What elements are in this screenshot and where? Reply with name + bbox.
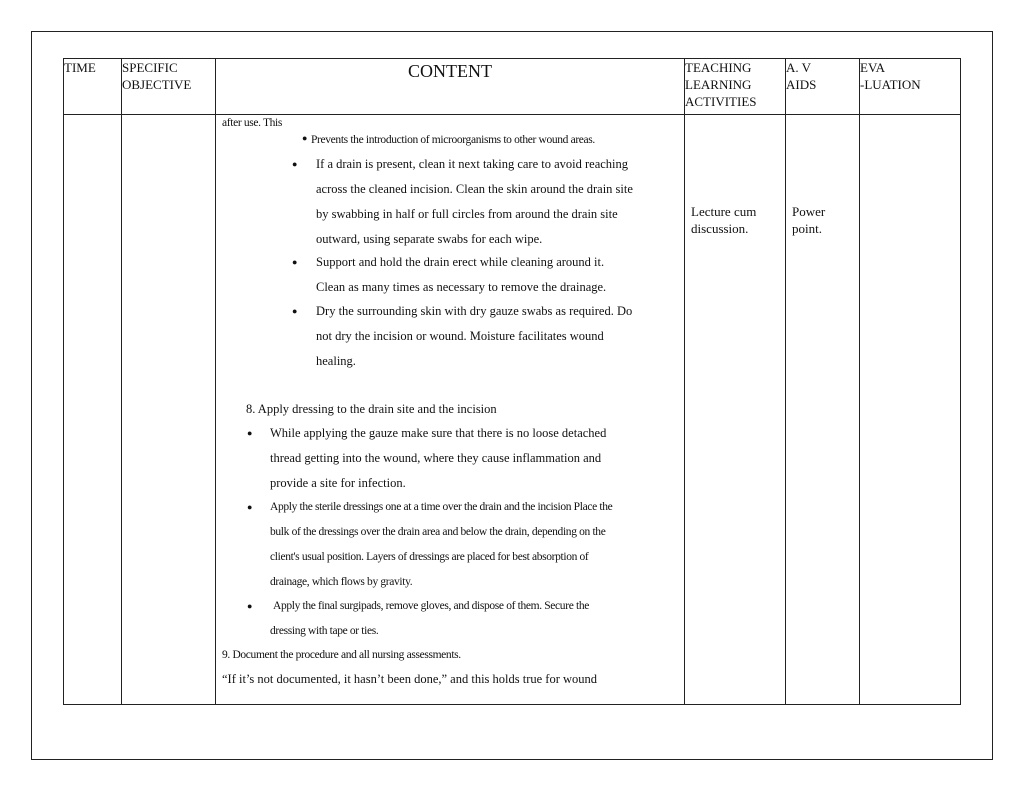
gauze-text-2: thread getting into the wound, where they cause inflammation and bbox=[270, 451, 602, 465]
bullet-dot: ● bbox=[292, 159, 298, 169]
sterile-text-4: drainage, which flows by gravity. bbox=[270, 576, 413, 588]
bullet-dot: ● bbox=[247, 428, 253, 438]
sterile-text-3: client's usual position. Layers of dressings are placed for best absorption of bbox=[270, 551, 589, 563]
header-objective: SPECIFIC OBJECTIVE bbox=[122, 59, 216, 115]
drain-text-2: across the cleaned incision. Clean the skin around the drain site bbox=[316, 182, 633, 196]
drain-text-1: If a drain is present, clean it next taking care to avoid reaching bbox=[316, 157, 629, 171]
bullet-dot: ● bbox=[302, 133, 308, 143]
content-cell bbox=[216, 115, 685, 705]
gauze-text-1: While applying the gauze make sure that there is no loose detached bbox=[270, 426, 607, 440]
evaluation-cell bbox=[860, 115, 961, 705]
bullet-dot: ● bbox=[292, 257, 298, 267]
gauze-text-3: provide a site for infection. bbox=[270, 476, 406, 490]
activities-text: Lecture cum discussion. bbox=[691, 204, 757, 236]
sterile-text-1: Apply the sterile dressings one at a time over the drain and the incision Place the bbox=[270, 501, 613, 513]
dry-text-1: Dry the surrounding skin with dry gauze swabs as required. Do bbox=[316, 304, 633, 318]
drain-text-4: outward, using separate swabs for each wipe. bbox=[316, 232, 543, 246]
activities-cell bbox=[685, 115, 786, 705]
lesson-plan-table bbox=[63, 58, 961, 705]
support-text-2: Clean as many times as necessary to remove the drainage. bbox=[316, 280, 607, 294]
header-content: CONTENT bbox=[216, 59, 685, 115]
drain-text-3: by swabbing in half or full circles from around the drain site bbox=[316, 207, 618, 221]
dry-text-2: not dry the incision or wound. Moisture facilitates wound bbox=[316, 329, 604, 343]
dry-text-3: healing. bbox=[316, 354, 356, 368]
quote-text: “If it’s not documented, it hasn’t been done,” and this holds true for wound bbox=[222, 672, 598, 686]
intro-text: after use. This bbox=[222, 117, 283, 129]
header-activities: TEACHING LEARNING ACTIVITIES bbox=[685, 59, 786, 115]
header-evaluation: EVA -LUATION bbox=[860, 59, 961, 115]
support-text-1: Support and hold the drain erect while cleaning around it. bbox=[316, 255, 605, 269]
aids-text: Power point. bbox=[792, 204, 826, 236]
bullet-dot: ● bbox=[247, 601, 253, 611]
bullet-dot: ● bbox=[292, 306, 298, 316]
header-aids: A. V AIDS bbox=[786, 59, 860, 115]
bullet-dot: ● bbox=[247, 502, 253, 512]
header-row bbox=[64, 59, 961, 115]
final-text-2: dressing with tape or ties. bbox=[270, 625, 379, 637]
step-9-text: 9. Document the procedure and all nursing assessments. bbox=[222, 649, 461, 661]
time-cell bbox=[64, 115, 122, 705]
body-row bbox=[64, 115, 961, 705]
aids-cell bbox=[786, 115, 860, 705]
objective-cell bbox=[122, 115, 216, 705]
header-time: TIME bbox=[64, 59, 122, 115]
prevents-text: Prevents the introduction of microorganisms to other wound areas. bbox=[311, 134, 595, 146]
step-8-text: 8. Apply dressing to the drain site and the incision bbox=[246, 402, 497, 416]
sterile-text-2: bulk of the dressings over the drain area and below the drain, depending on the bbox=[270, 526, 606, 538]
final-text-1: Apply the final surgipads, remove gloves, and dispose of them. Secure the bbox=[273, 600, 589, 612]
